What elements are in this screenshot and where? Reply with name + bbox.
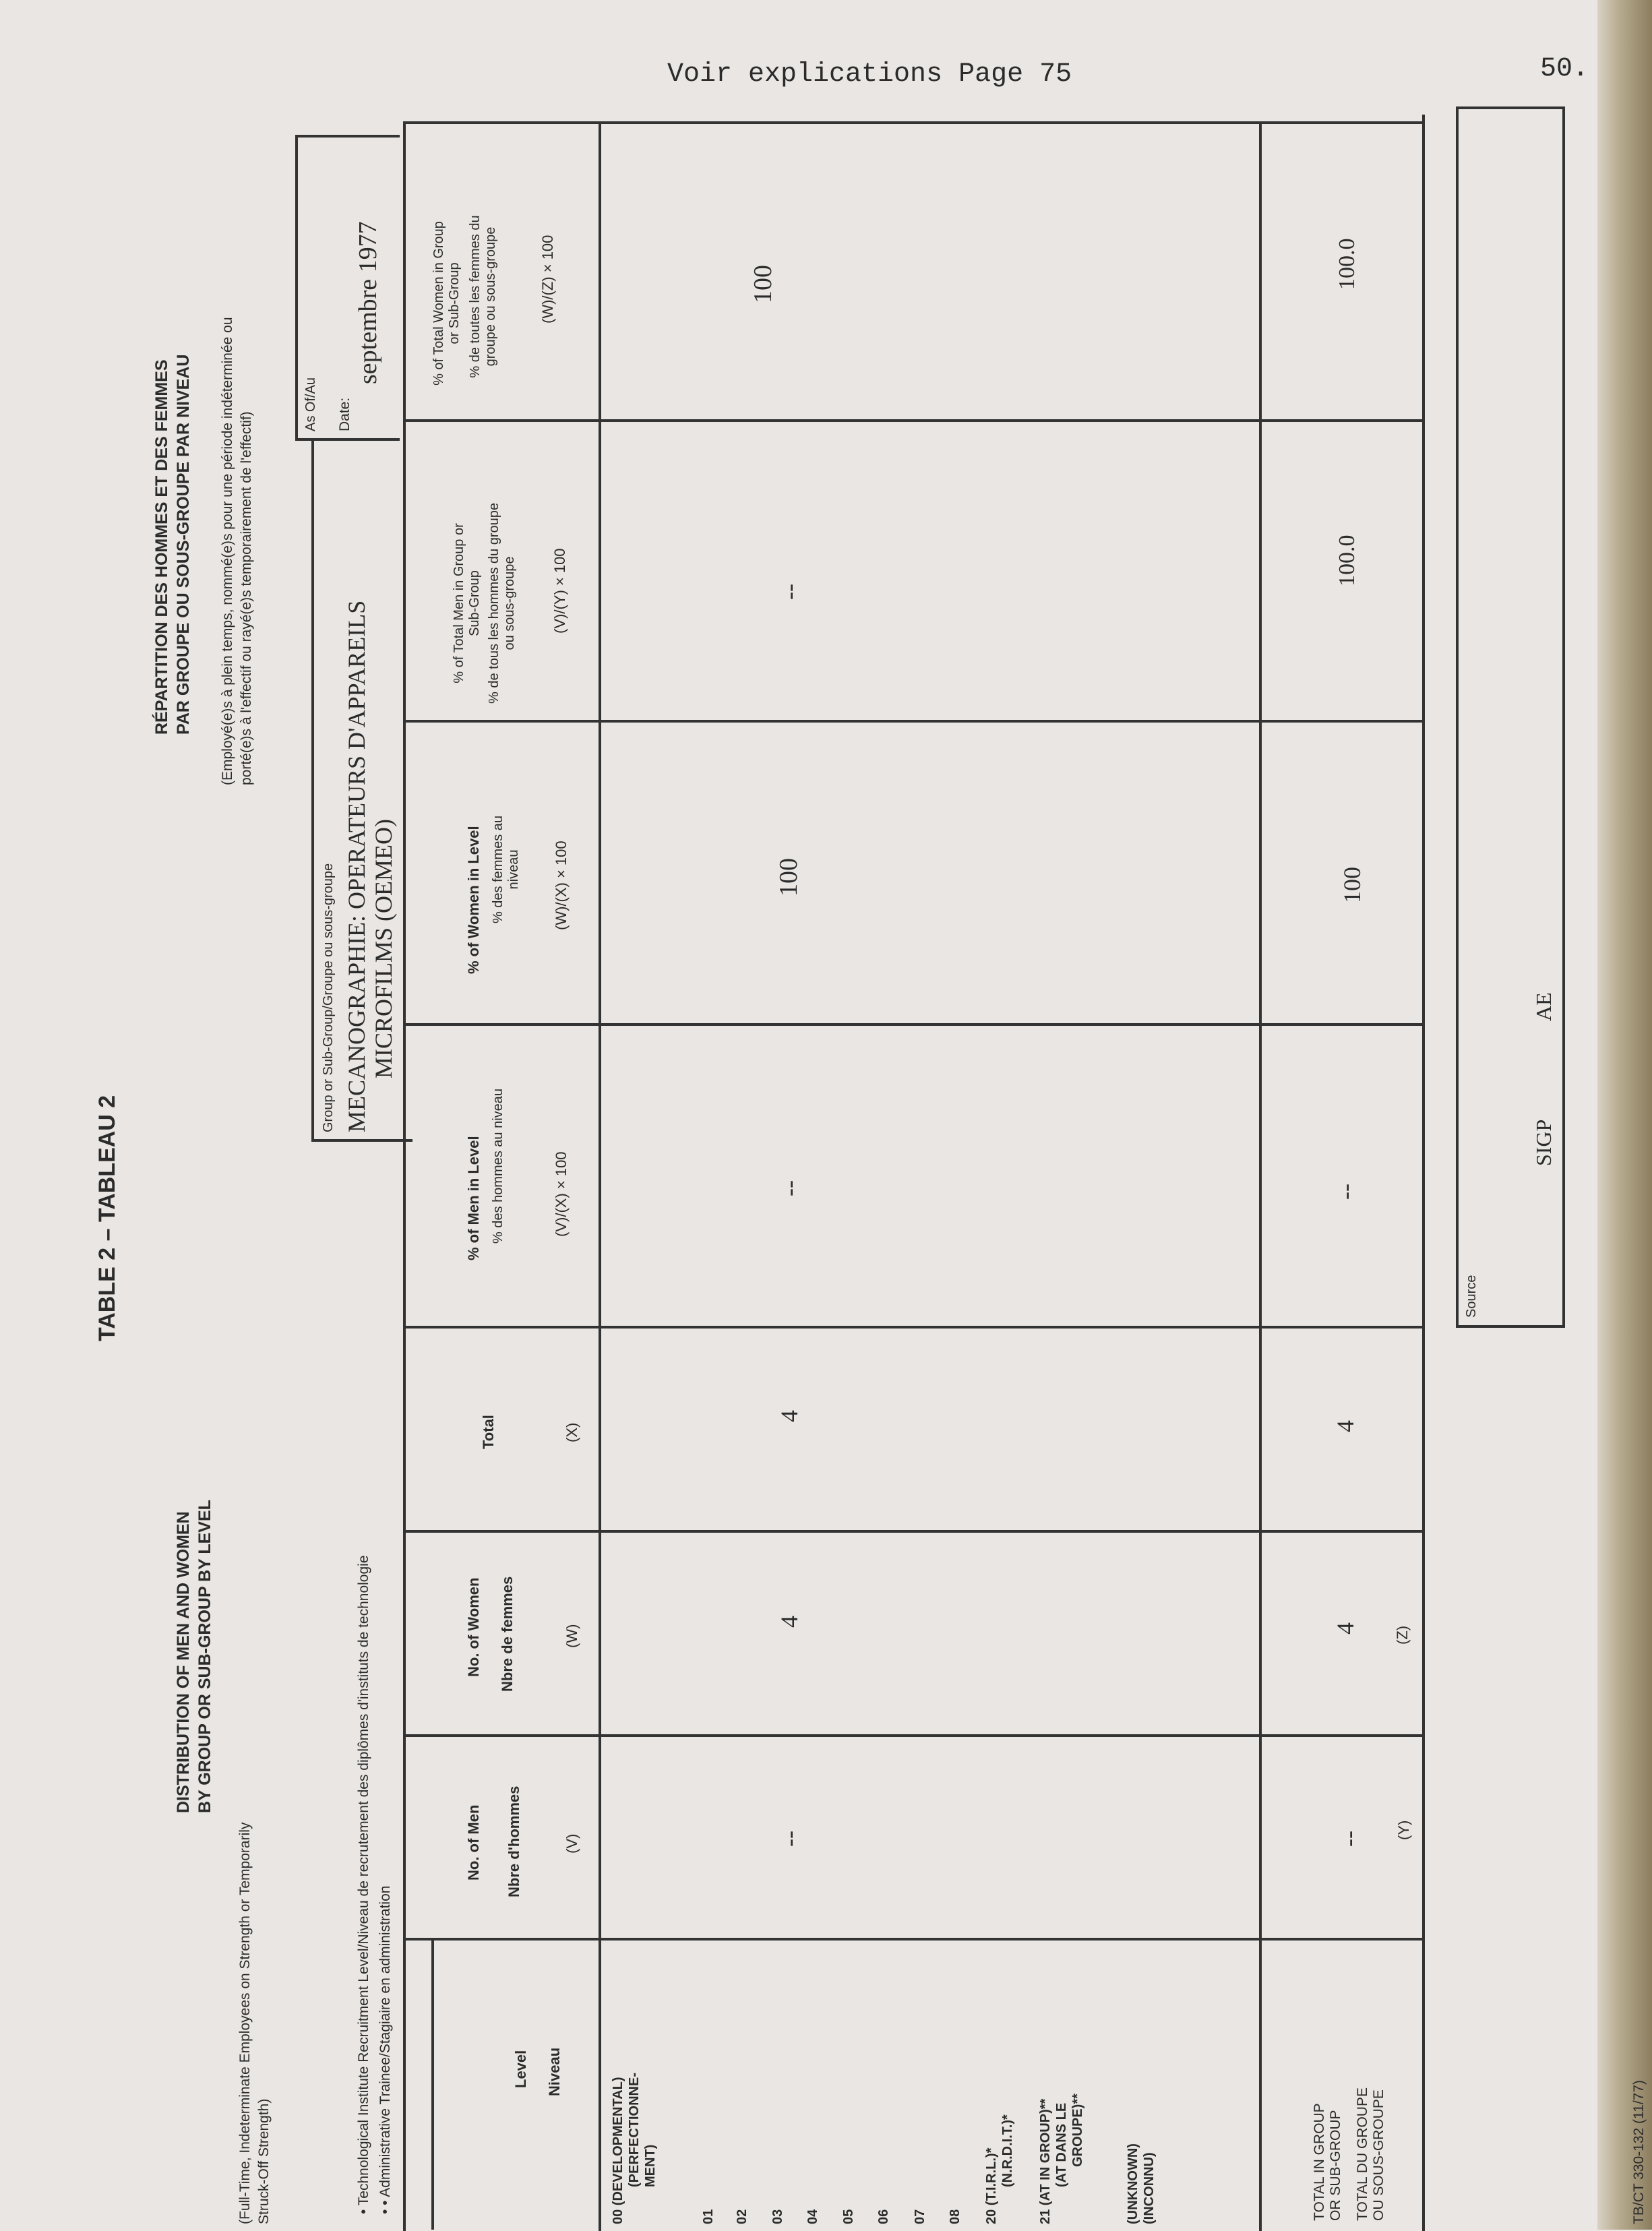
subtitle-fr-line1: (Employé(e)s à plein temps, nommé(e)s pour une période indéterminée ou: [220, 317, 235, 785]
row01-pct-women-level: 100: [774, 858, 803, 896]
level-01: 01: [701, 2209, 716, 2224]
level-04: 04: [805, 2209, 820, 2224]
col-pct-men-level-fr: % des hommes au niveau: [491, 1088, 506, 1244]
col-total-header: Total: [480, 1415, 497, 1449]
group-name-line1: MECANOGRAPHIE: OPERATEURS D'APPAREILS: [343, 600, 370, 1132]
col-pct-women-group-formula: (W)/(Z) × 100: [539, 235, 556, 324]
total-men-var: (Y): [1395, 1820, 1412, 1840]
title-fr-line2: PAR GROUPE OU SOUS-GROUPE PAR NIVEAU: [174, 354, 193, 735]
level-header-border: [431, 1938, 434, 2230]
table-top-border: [403, 121, 1425, 124]
col-pct-men-level-formula: (V)/(X) × 100: [553, 1151, 570, 1237]
total-women: 4: [1332, 1622, 1359, 1634]
source-box-top: [1456, 106, 1564, 109]
column-divider-4: [403, 1326, 1425, 1328]
subtitle-en-line2: Struck-Off Strength): [256, 2098, 272, 2224]
col-women-header-en: No. of Women: [465, 1577, 482, 1677]
footnote-technological: • Technological Institute Recruitment Level/Niveau de recrutement des diplômes d'instituts de technologie: [356, 1555, 371, 2214]
row01-pct-men-level: --: [776, 1180, 803, 1196]
level-03: 03: [770, 2209, 785, 2224]
group-name-line2: MICROFILMS (OEMEO): [370, 818, 397, 1078]
subtitle-en-line1: (Full-Time, Indeterminate Employees on Strength or Temporarily: [237, 1822, 253, 2224]
subtitle-fr-line2: porté(e)s à l'effectif ou rayé(e)s temporairement de l'effectif): [239, 411, 254, 785]
total-label-en-2: OR SUB-GROUP: [1328, 2110, 1343, 2221]
group-label: Group or Sub-Group/Groupe ou sous-groupe: [321, 863, 336, 1132]
column-divider-5: [403, 1530, 1425, 1533]
col-pct-men-group-formula: (V)/(Y) × 100: [551, 548, 568, 634]
date-label: Date:: [337, 397, 353, 431]
col-pct-men-group-en: % of Total Men in Group or Sub-Group: [452, 523, 482, 683]
level-00-fr: (PERFECTIONNE-: [627, 2073, 642, 2187]
total-women-var: (Z): [1394, 1625, 1411, 1645]
total-label-fr: TOTAL DU GROUPE: [1355, 2087, 1370, 2221]
row01-pct-men-group: --: [776, 584, 803, 600]
level-21-fr: (AT DANS LE: [1054, 2102, 1069, 2187]
form-code: TB/CT 330-132 (11/77): [1631, 2080, 1647, 2224]
level-06: 06: [876, 2209, 891, 2224]
col-men-var: (V): [563, 1833, 580, 1854]
col-pct-women-group-fr: % de toutes les femmes du groupe ou sous-groupe: [468, 215, 498, 378]
level-21: 21 (AT IN GROUP)**: [1038, 2098, 1053, 2224]
column-divider-3: [403, 1023, 1425, 1026]
column-divider-6: [403, 1734, 1425, 1737]
column-divider-1: [403, 419, 1425, 422]
table-title: TABLE 2 – TABLEAU 2: [94, 1095, 120, 1341]
source-label: Source: [1464, 1275, 1479, 1318]
row01-women: 4: [776, 1616, 803, 1628]
table-header-divider: [599, 121, 601, 2231]
source-box-left: [1456, 106, 1459, 1328]
col-women-var: (W): [563, 1624, 580, 1648]
title-fr-line1: RÉPARTITION DES HOMMES ET DES FEMMES: [152, 359, 171, 735]
source-value-ae: AE: [1531, 992, 1556, 1021]
level-05: 05: [841, 2209, 856, 2224]
total-label-en: TOTAL IN GROUP: [1312, 2103, 1327, 2221]
total-label-fr-2: OU SOUS-GROUPE: [1371, 2089, 1386, 2221]
column-divider-7: [403, 1938, 1425, 1940]
col-women-header-fr: Nbre de femmes: [499, 1576, 516, 1692]
total-total: 4: [1332, 1420, 1359, 1432]
level-unknown: (UNKNOWN): [1126, 2143, 1140, 2224]
col-level-header-fr: Niveau: [546, 2047, 563, 2096]
total-pct-women-group: 100.0: [1335, 238, 1359, 290]
table-body-totals-divider: [1259, 121, 1262, 2231]
col-level-header-en: Level: [512, 2050, 529, 2088]
total-pct-men-group: 100.0: [1335, 534, 1359, 586]
col-men-header-en: No. of Men: [465, 1804, 482, 1881]
as-of-label: As Of/Au: [303, 377, 318, 431]
level-00-fr-2: MENT): [643, 2144, 658, 2187]
total-men: --: [1335, 1831, 1362, 1847]
row01-pct-women-group: 100: [749, 265, 777, 303]
date-box-divider: [295, 438, 400, 441]
level-07: 07: [913, 2209, 927, 2224]
col-pct-men-level-en: % of Men in Level: [465, 1136, 482, 1260]
col-total-var: (X): [563, 1422, 580, 1442]
source-value-sigp: SIGP: [1531, 1119, 1556, 1166]
level-08: 08: [948, 2209, 962, 2224]
total-pct-women-level: 100: [1339, 867, 1366, 903]
table-left-border: [403, 121, 406, 2231]
page-edge: [1597, 0, 1652, 2230]
date-box-top-border: [295, 135, 400, 137]
row01-men: --: [776, 1831, 803, 1847]
date-box-left-border: [295, 135, 298, 441]
title-en-line2: BY GROUP OR SUB-GROUP BY LEVEL: [195, 1500, 214, 1813]
source-box-right: [1562, 106, 1565, 1328]
column-divider-2: [403, 720, 1425, 723]
col-pct-women-level-formula: (W)/(X) × 100: [553, 841, 570, 930]
row01-total: 4: [776, 1410, 803, 1422]
level-02: 02: [735, 2209, 749, 2224]
col-men-header-fr: Nbre d'hommes: [506, 1785, 522, 1897]
level-20-fr: (N.R.D.I.T.)*: [1000, 2114, 1015, 2187]
source-box-bottom: [1456, 1325, 1565, 1328]
col-pct-women-level-en: % of Women in Level: [465, 826, 482, 974]
title-en-line1: DISTRIBUTION OF MEN AND WOMEN: [174, 1511, 193, 1813]
explanation-note: Voir explications Page 75: [667, 59, 1072, 90]
date-value: septembre 1977: [354, 221, 382, 384]
col-pct-men-group-fr: % de tous les hommes du groupe ou sous-groupe: [487, 503, 517, 704]
col-pct-women-level-fr: % des femmes au niveau: [491, 815, 521, 924]
table-right-border: [1422, 115, 1425, 2231]
footnote-admin-trainee: • • Administrative Trainee/Stagiaire en administration: [377, 1885, 393, 2214]
level-unknown-fr: (INCONNU): [1142, 2152, 1157, 2224]
group-box-bottom-border: [311, 1139, 412, 1142]
page-number: 50.: [1540, 54, 1589, 84]
group-box-left-border: [311, 438, 314, 1142]
level-00: 00 (DEVELOPMENTAL): [611, 2077, 625, 2224]
level-20: 20 (T.I.R.L.)*: [984, 2147, 999, 2224]
level-21-fr-2: GROUPE)**: [1070, 2094, 1085, 2167]
col-pct-women-group-en: % of Total Women in Group or Sub-Group: [431, 221, 462, 386]
total-pct-men-level: --: [1332, 1184, 1359, 1200]
